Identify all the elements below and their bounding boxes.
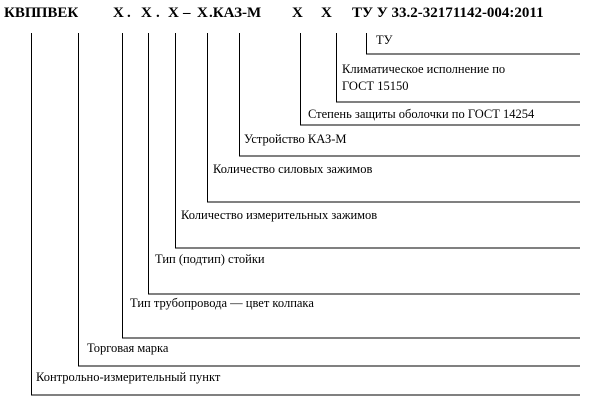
label-stand-type: Тип (подтип) стойки <box>155 252 265 266</box>
label-device: Устройство КАЗ-М <box>244 132 347 146</box>
code-tu-number: ТУ У 33.2-32171142-004:2011 <box>352 5 544 21</box>
label-climate-line1: Климатическое исполнение по <box>342 62 506 76</box>
code-x1: Х <box>113 5 124 21</box>
leader-trademark <box>79 33 581 366</box>
label-protection: Степень защиты оболочки по ГОСТ 14254 <box>308 107 535 121</box>
code-dot1: . <box>127 5 131 21</box>
code-x4: Х <box>197 5 208 21</box>
labels <box>36 33 535 384</box>
label-measuring-terminals: Количество измерительных зажимов <box>181 208 378 222</box>
label-power-terminals: Количество силовых зажимов <box>213 162 373 176</box>
designation-code <box>4 5 544 21</box>
code-pvek: .ПВЕК <box>32 5 79 21</box>
code-x3: Х <box>168 5 179 21</box>
code-x2: Х <box>141 5 152 21</box>
code-x6: Х <box>321 5 332 21</box>
label-trademark: Торговая марка <box>87 341 169 355</box>
code-kvp: КВП <box>4 5 37 21</box>
label-pipeline-type: Тип трубопровода — цвет колпака <box>130 296 314 310</box>
code-kaz-m: .КАЗ-М <box>209 5 262 21</box>
label-climate-line2: ГОСТ 15150 <box>342 79 409 93</box>
label-tu: ТУ <box>376 33 393 47</box>
label-control-point: Контрольно-измерительный пункт <box>36 370 221 384</box>
code-dash: – <box>183 5 191 21</box>
leader-tu <box>367 33 581 54</box>
code-dot2: . <box>156 5 160 21</box>
code-x5: Х <box>292 5 303 21</box>
